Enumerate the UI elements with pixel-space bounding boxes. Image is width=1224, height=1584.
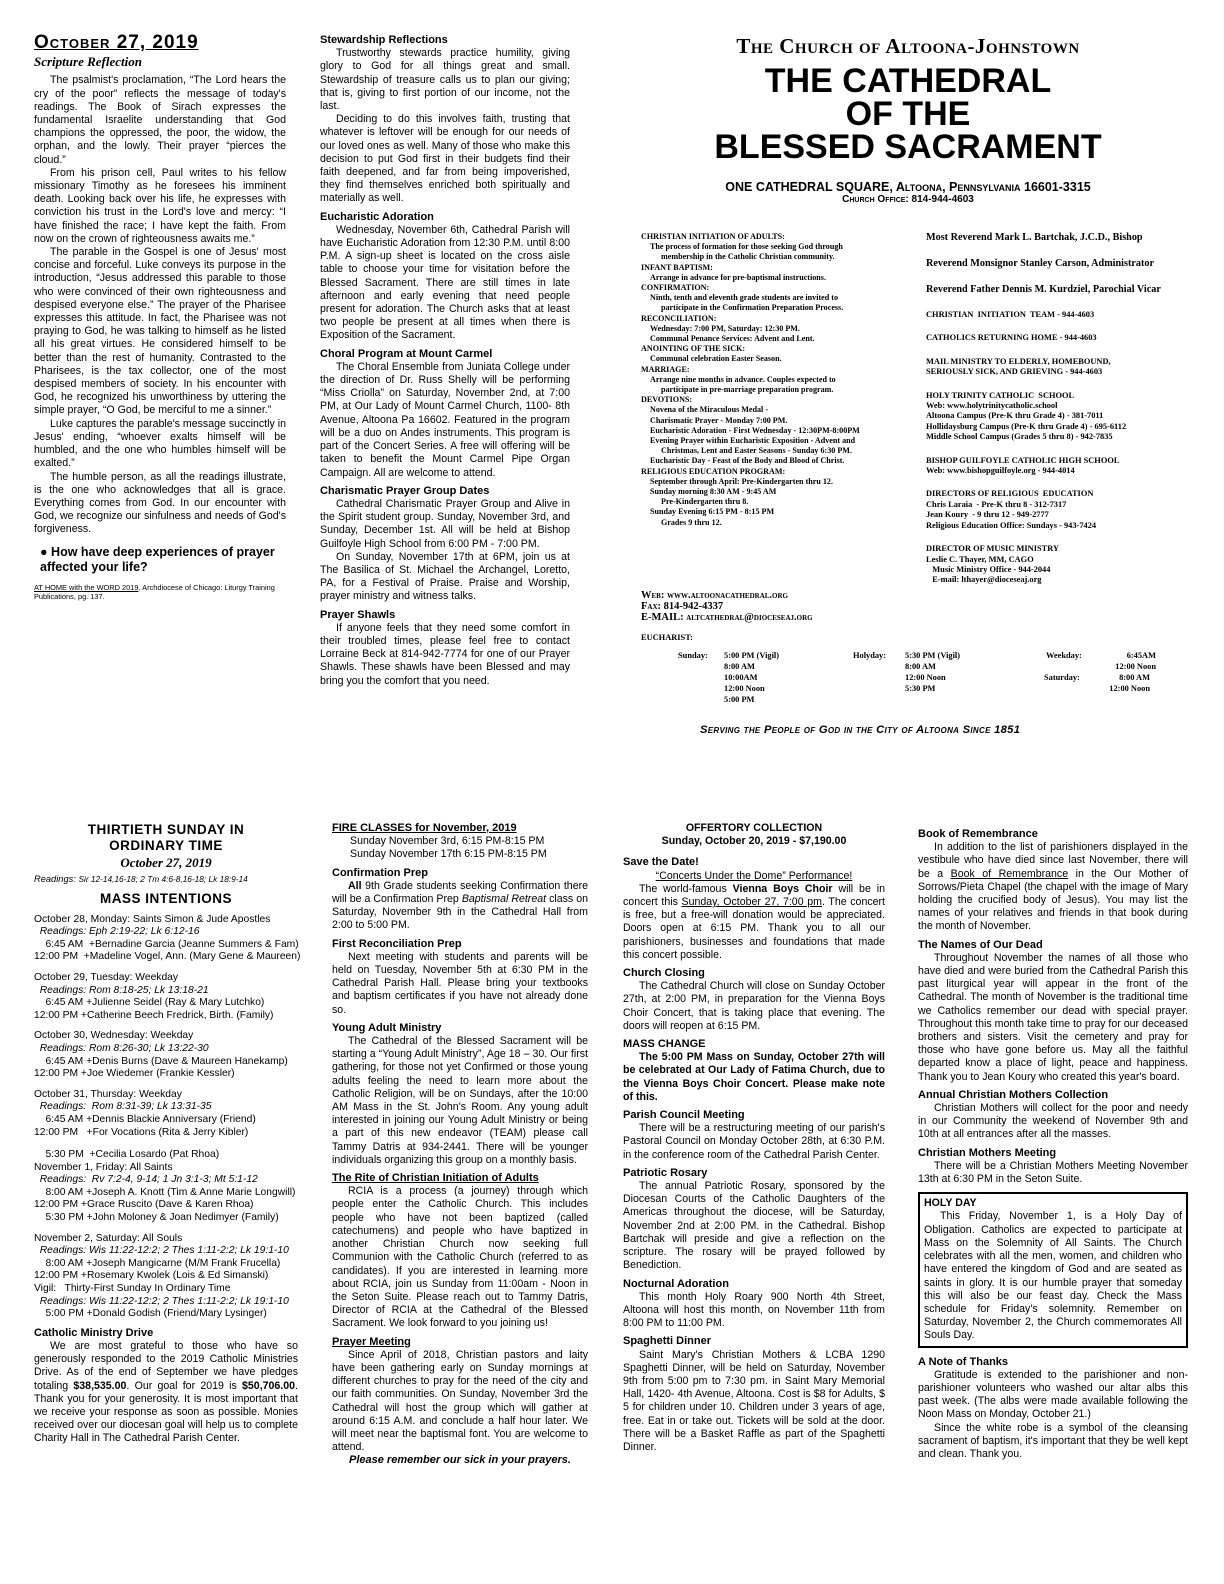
intention-line: 12:00 PM +Joe Wiedemer (Frankie Kessler): [34, 1068, 235, 1080]
mothers-collection-text: Christian Mothers will collect for the poor and needy in our Community the weekend of November 9th and 10th at all entrances after all the masses.: [918, 1102, 1188, 1141]
reflection-paragraph: The psalmist's proclamation, “The Lord hears the cry of the poor” reflects the message of today's readings. The Book of Sirach expresses the fundamental Israelite understanding that God champions the oppressed, the poor, the widow, the orphan, and the lowly. Their prayer “pierces the cloud.”: [34, 74, 286, 166]
intention-line: 6:45 AM +Dennis Blackie Anniversary (Friend): [34, 1113, 256, 1125]
intention-group: [34, 1030, 298, 1080]
sacrament-detail: Grades 9 thru 12.: [661, 517, 722, 527]
sacrament-detail: Charismatic Prayer - Monday 7:00 PM.: [650, 415, 788, 425]
section-heading: Eucharistic Adoration: [320, 210, 434, 223]
sacrament-heading: RELIGIOUS EDUCATION PROGRAM:: [641, 466, 786, 476]
intention-line: 5:00 PM +Donald Godish (Friend/Mary Lysinger): [34, 1308, 267, 1320]
intention-line: 6:45 AM +Bernadine Garcia (Jeanne Summers & Fam): [34, 938, 299, 950]
sacrament-detail: Pre-Kindergarten thru 8.: [661, 497, 749, 507]
sacrament-heading: DEVOTIONS:: [641, 395, 693, 405]
section-paragraph: Deciding to do this involves faith, trusting that whatever is leftover will be enough for our needs of our loved ones as well. Many of those who make this decision to put God first in their budgets find their faith deepened, and far from being impoverished, they find themselves enriched both spiritually and materially as well.: [320, 113, 570, 205]
ministry-block: [926, 284, 1196, 296]
intention-group: [34, 1089, 298, 1225]
ministry-block: [926, 357, 1196, 378]
mass-time: 5:00 PM (Vigil): [724, 651, 780, 660]
ministry-line: HOLY TRINITY CATHOLIC SCHOOL: [926, 390, 1075, 400]
ministry-block: [926, 489, 1196, 531]
names-of-dead-text: Throughout November the names of all those who have died and were buried from the Cathedral Parish this past liturgical year will appear in the front of the Cathedral. The month of November is the traditional time we Catholics remember our dead with special prayer. Throughout this month take time to pray for our deceased brothers and sisters. Visit the cemetery and pray for those who have gone before us. May all the faithful departed know a place of light, peace and happiness. Thank you to Jean Koury who created this year's board.: [918, 951, 1188, 1083]
section-paragraph: Trustworthy stewards practice humility, giving glory to God for all things great and small. Stewardship of treasure calls us to plan our giving; that is, giving to first portion of our income, not the last.: [320, 47, 570, 113]
mothers-meeting-heading: Christian Mothers Meeting: [918, 1146, 1057, 1159]
ministry-line: Middle School Campus (Grades 5 thru 8) - 942-7835: [926, 432, 1113, 442]
reflection-paragraph: The humble person, as all the readings illustrate, is the one who acknowledges that all is grace. Everything comes from God. In our encounter with God, we recognize our sinfulness and needs of God's forgiveness.: [34, 470, 286, 536]
sacrament-detail: Sunday Evening 6:15 PM - 8:15 PM: [650, 507, 775, 517]
ministry-line: DIRECTORS OF RELIGIOUS EDUCATION: [926, 489, 1094, 499]
concert-title: “Concerts Under the Dome” Performance!: [655, 869, 853, 882]
intention-line: 5:30 PM +John Moloney & Joan Nedimyer (Family): [34, 1212, 279, 1224]
section-paragraph: Wednesday, November 6th, Cathedral Parish will have Eucharistic Adoration from 12:30 P.M. until 8:00 P.M. A sign-up sheet is located on the cross aisle table to choose your time for visitation before the Blessed Sacrament. There are still times in late afternoon and early evening that need people present for adoration. The Church asks that at least two people be present at all times when there is Exposition of the Sacrament.: [320, 223, 570, 342]
scripture-reflection-column: [34, 32, 286, 601]
clergy-and-ministries: [926, 232, 1196, 599]
ministry-block: [926, 456, 1196, 477]
sacrament-detail: Arrange in advance for pre-baptismal instructions.: [650, 272, 826, 282]
intention-line: 6:45 AM +Denis Burns (Dave & Maureen Hanekamp): [34, 1055, 288, 1067]
ministry-line: SERIOUSLY SICK, AND GRIEVING - 944-4603: [926, 367, 1103, 377]
intention-line: 12:00 PM +Catherine Beech Fredrick, Birth. (Family): [34, 1009, 274, 1021]
ministry-line: MAIL MINISTRY TO ELDERLY, HOMEBOUND,: [926, 356, 1111, 366]
ministry-line: Chris Laraia - Pre-K thru 8 - 312-7317: [926, 499, 1067, 509]
nocturnal-adoration-text: This month Holy Roary 900 North 4th Street, Altoona will host this month, on November 11th from 8:00 PM to 11:00 PM.: [623, 1290, 885, 1330]
intention-line: [34, 1139, 298, 1149]
holy-day-heading: HOLY DAY: [924, 1197, 977, 1210]
reconciliation-prep-text: Next meeting with students and parents will be held on Tuesday, November 5th at 6:30 PM in the Cathedral Parish Hall. Please bring your textbooks and baptism certificates if you have not already done so.: [332, 950, 588, 1016]
note-of-thanks-text-2: Since the white robe is a symbol of the cleansing sacrament of baptism, it's important that they be well kept and clean. Thank you.: [918, 1421, 1188, 1460]
sacrament-heading: MARRIAGE:: [641, 364, 690, 374]
fire-classes-heading: FIRE CLASSES for November, 2019: [332, 822, 517, 834]
ministry-block: [926, 310, 1196, 320]
reflection-paragraph: The parable in the Gospel is one of Jesus' most concise and forceful. Luke conveys its purpose in the introduction, “Jesus addressed this parable to those who were convinced of their own righteousness and despised everyone else.” The prayer of the Pharisee expresses this attitude. In fact, the Pharisee was not praying to God, he was talking to himself as he listed all his great virtues. He considered himself to be better than the rest of humanity. Contrasted to the Pharisees, is the tax collector, one of the most despised members of society. In his encounter with God, he recognized his unworthiness by uttering the simple prayer, “O God, be merciful to me a sinner.”: [34, 246, 286, 417]
sacrament-detail: Eucharistic Day - Feast of the Body and Blood of Christ.: [650, 456, 845, 466]
section-heading: Charismatic Prayer Group Dates: [320, 484, 490, 497]
readings-line: Readings: Eph 2:19-22; Lk 6:12-16: [34, 926, 200, 938]
section-paragraph: On Sunday, November 17th at 6PM, join us at The Basilica of St. Michael the Archangel, Loretto, PA, for a Festival of Praise. Praise and Worship, prayer ministry and witness talks.: [320, 550, 570, 603]
sacrament-heading: CHRISTIAN INITIATION OF ADULTS:: [641, 232, 785, 241]
note-of-thanks-text: Gratitude is extended to the parishioner and non-parishioner volunteers who washed our altar albs this past week. (The albs were made available following the Noon Mass on Monday, October 21.): [918, 1368, 1188, 1421]
ministry-line: DIRECTOR OF MUSIC MINISTRY: [926, 544, 1060, 554]
offertory-amount: Sunday, October 20, 2019 - $7,190.00: [661, 835, 847, 848]
confirmation-text: All 9th Grade students seeking Confirmation there will be a Confirmation Prep Baptismal Retreat class on Saturday, November 9th in the Cathedral Hall from 2:00 to 5:00 PM.: [332, 879, 588, 932]
mass-change-text: The 5:00 PM Mass on Sunday, October 27th will be celebrated at Our Lady of Fatima Church, due to the Vienna Boys Choir Concert. Please make note of this.: [623, 1051, 885, 1103]
email-link[interactable]: E-MAIL: altcathedral@dioceseaj.org: [641, 612, 813, 623]
mass-change-heading: MASS CHANGE: [623, 1038, 706, 1051]
readings-line: Readings: Rom 8:31-39; Lk 13:31-35: [34, 1101, 212, 1113]
holy-day-text: This Friday, November 1, is a Holy Day of Obligation. Catholics are expected to participate at Mass on the Solemnity of All Saints. The Church celebrates with all the men, women, and children who have entered the kingdom of God and are seated as saints in glory. It is our humble prayer that someday this will also be our feast day. Check the Mass schedule for Friday's solemnity. Remember on Saturday, November 2, the Church commemorates All Souls Day.: [924, 1210, 1182, 1342]
ministry-line: Jean Koury - 9 thru 12 - 949-2777: [926, 510, 1049, 520]
ministry-line: Most Reverend Mark L. Bartchak, J.C.D., Bishop: [926, 232, 1143, 243]
ministry-block: [926, 333, 1196, 343]
ministry-line: CHRISTIAN INITIATION TEAM - 944-4603: [926, 310, 1095, 319]
reflection-paragraph: Luke captures the parable's message succinctly in Jesus' ending, “whoever exalts himself will be humbled, and the one who humbles himself will be exalted.”: [34, 417, 286, 470]
intention-line: October 30, Wednesday: Weekday: [34, 1030, 194, 1042]
ministry-drive-text: We are most grateful to those who have so generously responded to the 2019 Catholic Ministries Drive. As of the end of September we have pledges totaling $38,535.00. Our goal for 2019 is $50,706.00. Thank you for your generosity. It is most important that we receive your response as soon as possible. Monies received over our diocesan goal will help us to complete Charity Hall in The Cathedral Parish Center.: [34, 1340, 298, 1445]
young-adult-heading: Young Adult Ministry: [332, 1021, 442, 1034]
mass-time: 12:00 Noon: [905, 673, 946, 682]
ministry-line: Altoona Campus (Pre-K thru Grade 4) - 381-7011: [926, 411, 1104, 421]
ministry-line: BISHOP GUILFOYLE CATHOLIC HIGH SCHOOL: [926, 455, 1120, 465]
offertory-heading: OFFERTORY COLLECTION: [685, 822, 823, 834]
note-of-thanks-heading: A Note of Thanks: [918, 1355, 1009, 1368]
section-heading: Stewardship Reflections: [320, 34, 448, 46]
concert-text: The world-famous Vienna Boys Choir will be in concert this Sunday, October 27, 7:00 pm. The concert is free, but a free-will donation would be appreciated. Doors open at 6:15 PM. Thank you to all our parishioners, businesses and foundations that made this concert possible.: [623, 882, 885, 961]
rcia-heading: The Rite of Christian Initiation of Adults: [332, 1172, 539, 1185]
sacrament-detail: participate in the Confirmation Preparation Process.: [661, 303, 844, 313]
mass-time: 5:30 PM (Vigil): [905, 651, 961, 660]
mass-time: 5:00 PM: [724, 695, 755, 704]
church-office-phone: Church Office: 814-944-4603: [842, 194, 974, 205]
intention-line: 8:00 AM +Joseph A. Knott (Tim & Anne Marie Longwill): [34, 1186, 296, 1198]
ministry-block: [926, 258, 1196, 270]
intention-line: October 29, Tuesday: Weekday: [34, 971, 179, 983]
offertory-column: [623, 822, 885, 1454]
intention-group: [34, 913, 301, 964]
reflection-question: ● How have deep experiences of prayer affected your life?: [40, 544, 275, 574]
sick-reminder: Please remember our sick in your prayers.: [349, 1454, 571, 1467]
cathedral-title: THE CATHEDRAL OF THE BLESSED SACRAMENT: [714, 62, 1102, 166]
intention-line: 12:00 PM +Rosemary Kwolek (Lois & Ed Simanski): [34, 1270, 269, 1282]
mass-time: 12:00 Noon: [1109, 684, 1150, 693]
masthead: [622, 34, 1194, 205]
confirmation-heading: Confirmation Prep: [332, 866, 428, 879]
scripture-reflection-heading: Scripture Reflection: [34, 54, 142, 70]
mass-time: 10:00AM: [724, 673, 758, 682]
section-paragraph: If anyone feels that they need some comfort in their troubled times, please feel free to contact Lorraine Beck at 814-942-7774 for one of our Prayer Shawls. These shawls have been Blessed and may bring you the comfort that you need.: [320, 621, 570, 687]
ministry-line: Web: www.holytrinitycatholic.school: [926, 401, 1058, 411]
mass-time: 12:00 Noon: [1115, 662, 1156, 671]
ministry-block: [926, 544, 1196, 586]
bullet-icon: ●: [40, 544, 48, 559]
contact-info: [641, 590, 813, 623]
mass-intentions-column: [34, 822, 301, 1446]
holy-day-box: [918, 1192, 1188, 1347]
reflection-body: [34, 74, 286, 536]
reconciliation-prep-heading: First Reconciliation Prep: [332, 937, 462, 950]
sacrament-detail: Arrange nine months in advance. Couples expected to: [650, 374, 836, 384]
remembrance-column: [918, 828, 1188, 1461]
ministry-line: Leslie C. Thayer, MM, CAGO: [926, 554, 1034, 564]
book-remembrance-heading: Book of Remembrance: [918, 828, 1038, 840]
sacrament-detail: Ninth, tenth and eleventh grade students are invited to: [650, 293, 839, 303]
sacrament-detail: Communal Penance Services: Advent and Lent.: [650, 334, 815, 344]
intention-line: 8:00 AM +Joseph Mangicarne (M/M Frank Frucella): [34, 1257, 281, 1269]
prayer-meeting-text: Since April of 2018, Christian pastors and laity have been gathering early on Sunday mornings at different churches to pray for the need of the city and our faith communities. On Sunday, November 3rd the Cathedral will host the group which will gather at around 6:15 A.M. and conclude a half hour later. We will meet near the baptismal font. You are welcome to attend.: [332, 1348, 588, 1454]
readings-line: Readings: Wis 11:22-12:2; 2 Thes 1:11-2:2; Lk 19:1-10: [34, 1245, 289, 1257]
intention-line: November 1, Friday: All Saints: [34, 1161, 173, 1173]
serving-tagline: Serving the People of God in the City of Altoona Since 1851: [700, 724, 1021, 736]
prayer-meeting-heading: Prayer Meeting: [332, 1335, 411, 1348]
website-link[interactable]: Web: www.altoonacathedral.org: [641, 590, 788, 601]
readings-line: Readings: Rv 7:2-4, 9-14; 1 Jn 3:1-3; Mt 5:1-12: [34, 1174, 258, 1186]
liturgical-title: THIRTIETH SUNDAY IN ORDINARY TIME: [87, 822, 245, 853]
sacraments-info: [641, 232, 926, 528]
ministry-line: Religious Education Office: Sundays - 943-7424: [926, 520, 1097, 530]
patriotic-rosary-text: The annual Patriotic Rosary, sponsored by the Diocesan Courts of the Catholic Daughters of the Americas throughout the diocese, will be Saturday, November 2nd at 2:00 PM. in the Cathedral. Bishop Bartchak will preside and give a reflection on the scripture. The rosary will be prayed followed by Benediction.: [623, 1180, 885, 1272]
mass-time: 8:00 AM: [724, 662, 755, 671]
section-paragraph: The Choral Ensemble from Juniata College under the direction of Dr. Russ Shelly will be performing “Miss Criolla” on Saturday, November 2nd, at 7:00 PM, at Our Lady of Mount Carmel Church, 1100- 8th Avenue, Altoona Pa 16602. Featured in the program will be a duo on Andes instruments. This program is part of the Concert Series. A free will offering will be taken to benefit the Mount Carmel Pipe Organ Campaign. All are welcome to attend.: [320, 360, 570, 479]
sacrament-heading: RECONCILIATION:: [641, 313, 717, 323]
readings-line: Readings: Rom 8:18-25; Lk 13:18-21: [34, 984, 209, 996]
section-heading: Choral Program at Mount Carmel: [320, 347, 493, 360]
spaghetti-dinner-text: Saint Mary's Christian Mothers & LCBA 1290 Spaghetti Dinner, will be held on Saturday, November 9th from 5:00 pm to 7:30 pm. in Saint Mary Memorial Hall, 1420- 4th Avenue, Altoona. Cost is $8 for Adults, $ 5 for children under 10. Children under 3 years of age, free. Eat in or take out. Tickets will be sold at the door. There will be a Basket Raffle as part of the Spaghetti Dinner.: [623, 1348, 885, 1453]
mothers-collection-heading: Annual Christian Mothers Collection: [918, 1088, 1109, 1101]
young-adult-text: The Cathedral of the Blessed Sacrament will be starting a “Young Adult Ministry”, Age 18 – 30. Our first gathering, for those not yet Confirmed or those young adults feeling the need to learn more about the Catholic Religion, will be on Sundays, after the 10:00 AM Mass in the St. John's Room. Any young adult interested in joining our Young Adult Ministry or being a part of this new endeavor (TEAM) please call Tammy Datris at 934-2441. There will be younger individuals organizing this group on a monthly basis.: [332, 1035, 588, 1166]
reflection-paragraph: From his prison cell, Paul writes to his fellow missionary Timothy as he foresees his imminent death. Looking back over his life, he expresses with conviction his trust in the Lord's love and mercy: “I have finished the race; I have kept the faith. From now on the crown of righteousness awaits me.”: [34, 166, 286, 245]
sacrament-detail: participate in pre-marriage preparation program.: [661, 385, 834, 395]
readings-line: Readings: Rom 8:26-30; Lk 13:22-30: [34, 1042, 209, 1054]
book-remembrance-text: In addition to the list of parishioners displayed in the vestibule who have died since last November, there will be a Book of Remembrance in the Our Mother of Sorrows/Pieta Chapel (the chapel with the image of Mary holding the crucified body of Jesus). You may list the names of your relatives and friends in that book during the month of November.: [918, 841, 1189, 933]
mothers-meeting-text: There will be a Christian Mothers Meeting November 13th at 6:30 PM in the Seton Suite.: [918, 1159, 1188, 1186]
ministry-block: [926, 391, 1196, 443]
sacrament-detail: The process of formation for those seeking God through: [650, 242, 843, 252]
announcements-column-top: [320, 34, 570, 688]
sacrament-detail: membership in the Catholic Christian community.: [661, 252, 835, 262]
ministry-line: Reverend Monsignor Stanley Carson, Administrator: [926, 258, 1154, 269]
sacrament-heading: INFANT BAPTISM:: [641, 262, 713, 272]
section-paragraph: Cathedral Charismatic Prayer Group and Alive in the Spirit student group. Sunday, November 3rd, and Sunday, December 1st. All will be held at Bishop Guilfoyle High School from 6:00 PM - 7:00 PM.: [320, 497, 570, 550]
intention-group: [34, 972, 298, 1022]
church-closing-heading: Church Closing: [623, 967, 705, 980]
citation-link[interactable]: AT HOME with the WORD 2019: [34, 582, 139, 592]
sunday-readings: Readings: Sir 12-14,16-18; 2 Tm 4:6-8,16-18; Lk 18:9-14: [34, 874, 248, 885]
ministry-line: Reverend Father Dennis M. Kurdziel, Parochial Vicar: [926, 284, 1161, 295]
mass-time: 5:30 PM: [905, 684, 936, 693]
ministry-line: Hollidaysburg Campus (Pre-K thru Grade 4) - 695-6112: [926, 421, 1127, 431]
ministry-line: E-mail: lthayer@dioceseaj.org: [926, 575, 1042, 585]
fire-classes-list: Sunday November 3rd, 6:15 PM-8:15 PM Sunday November 17th 6:15 PM-8:15 PM: [350, 835, 547, 861]
save-the-date-heading: Save the Date!: [623, 856, 699, 869]
patriotic-rosary-heading: Patriotic Rosary: [623, 1166, 708, 1179]
diocese-name: The Church of Altoona-Johnstown: [736, 34, 1080, 58]
citation: AT HOME with the WORD 2019, Archdiocese of Chicago: Liturgy Training Publications, pg. 137.: [34, 582, 275, 601]
intention-line: 5:30 PM +Cecilia Losardo (Pat Rhoa): [34, 1149, 220, 1161]
sacrament-detail: Christmas, Lent and Easter Seasons - Sunday 6:30 PM.: [661, 446, 852, 456]
intention-line: October 28, Monday: Saints Simon & Jude Apostles: [34, 913, 271, 925]
mass-time: 12:00 Noon: [724, 684, 765, 693]
intention-line: 12:00 PM +Madeline Vogel, Ann. (Mary Gene & Maureen): [34, 951, 301, 963]
sacrament-detail: Communal celebration Easter Season.: [650, 354, 782, 364]
rcia-text: RCIA is a process (a journey) through which people enter the Catholic Church. This includes people who have not been baptized (called catechumens) and people who have baptized in another Christian Church now seeking full Communion with the Catholic Church (referred to as candidates). If you are interested in learning more about RCIA, join us Sunday from 11:00am - Noon in the Seton Suite. Please reach out to Tammy Datris, Director of RCIA at the Cathedral of the Blessed Sacrament. We look forward to you joining us!: [332, 1185, 588, 1330]
sacrament-detail: Wednesday: 7:00 PM, Saturday: 12:30 PM.: [650, 323, 800, 333]
fax-number: Fax: 814-942-4337: [641, 601, 724, 612]
mass-time: 8:00 AM: [1119, 673, 1150, 682]
ministry-line: CATHOLICS RETURNING HOME - 944-4603: [926, 333, 1097, 343]
intention-line: 12:00 PM +Grace Ruscito (Dave & Karen Rhoa): [34, 1199, 254, 1211]
spaghetti-dinner-heading: Spaghetti Dinner: [623, 1335, 712, 1348]
intention-group: [34, 1233, 298, 1321]
announcements-column-bottom: [332, 822, 588, 1468]
address: ONE CATHEDRAL SQUARE, Altoona, Pennsylvania 16601-3315: [725, 180, 1091, 194]
ministry-line: Music Ministry Office - 944-2044: [926, 564, 1051, 574]
mass-intentions-list: [34, 913, 301, 1321]
sacrament-detail: Eucharistic Adoration - First Wednesday - 12:30PM-8:00PM: [650, 425, 860, 435]
sacrament-heading: CONFIRMATION:: [641, 283, 710, 293]
intention-line: 12:00 PM +For Vocations (Rita & Jerry Kibler): [34, 1126, 249, 1138]
bulletin-date: October 27, 2019: [34, 32, 199, 53]
sacrament-detail: September through April: Pre-Kindergarten thru 12.: [650, 476, 833, 486]
sacrament-detail: Sunday morning 8:30 AM - 9:45 AM: [650, 487, 777, 497]
mass-time: 8:00 AM: [905, 662, 936, 671]
church-closing-text: The Cathedral Church will close on Sunday October 27th, at 2:00 PM, in preparation for the Vienna Boys Choir Concert, that is taking place that evening. The doors will reopen at 6:15 PM.: [623, 980, 885, 1032]
sacrament-heading: ANOINTING OF THE SICK:: [641, 344, 746, 354]
sacrament-detail: Evening Prayer within Eucharistic Exposition - Advent and: [650, 436, 856, 446]
intention-line: October 31, Thursday: Weekday: [34, 1088, 182, 1100]
names-of-dead-heading: The Names of Our Dead: [918, 938, 1043, 951]
ministry-drive-heading: Catholic Ministry Drive: [34, 1326, 154, 1339]
sacrament-detail: Novena of the Miraculous Medal -: [650, 405, 769, 415]
parish-council-text: There will be a restructuring meeting of our parish's Pastoral Council on Monday October 28th, at 6:30 P.M. in the conference room of the Cathedral Parish Center.: [623, 1122, 885, 1161]
ministry-line: Web: www.bishopguilfoyle.org - 944-4014: [926, 466, 1075, 476]
mass-schedule: EUCHARIST: Sunday: 5:00 PM (Vigil) 8:00 AM 10:00AM 12:00 Noon 5:00 PM Holyday: 5:30 PM (Vigil) 8:00 AM 12:00 Noon 5:30 PM Weekday: 6:45AM 12:00 Noon Saturday: 8:00 AM 12:00 Noon: [641, 633, 1156, 704]
intention-line: November 2, Saturday: All Souls: [34, 1232, 183, 1244]
mass-intentions-heading: MASS INTENTIONS: [99, 891, 232, 907]
section-heading: Prayer Shawls: [320, 608, 396, 621]
liturgical-date: October 27, 2019: [120, 855, 212, 870]
mass-time: 6:45AM: [1126, 651, 1156, 660]
intention-line: Vigil: Thirty-First Sunday In Ordinary Time: [34, 1283, 231, 1295]
intention-line: 6:45 AM +Julienne Seidel (Ray & Mary Lutchko): [34, 997, 265, 1009]
ministry-block: [926, 232, 1196, 244]
nocturnal-adoration-heading: Nocturnal Adoration: [623, 1277, 729, 1290]
parish-council-heading: Parish Council Meeting: [623, 1109, 745, 1122]
readings-line: Readings: Wis 11:22-12:2; 2 Thes 1:11-2:2; Lk 19:1-10: [34, 1295, 289, 1307]
